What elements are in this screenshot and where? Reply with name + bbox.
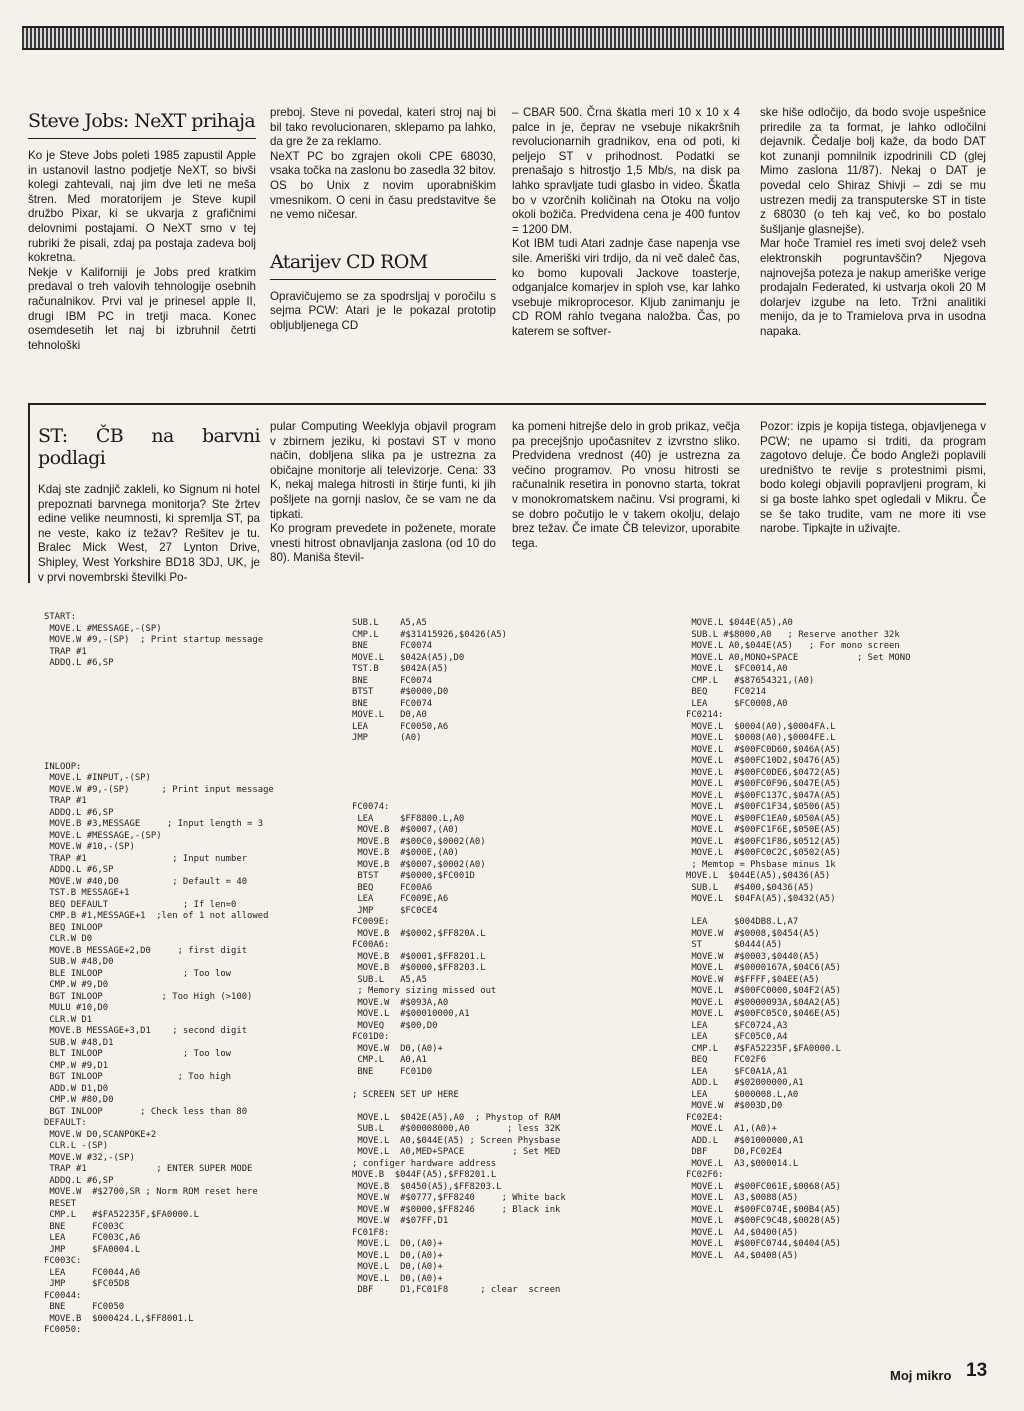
code-line: SUB.W #48,D0 — [44, 957, 114, 967]
code-line: MOVE.B #$000E,(A0) — [352, 848, 459, 858]
code-line: FC0044: — [44, 1290, 82, 1301]
code-line — [352, 756, 670, 768]
article1-column1 — [28, 110, 256, 359]
code-line: BGT INLOOP ; Too high — [44, 1072, 232, 1082]
code-line: FC0074: — [352, 802, 390, 812]
article2-text-col3: – CBAR 500. Črna škatla meri 10 x 10 x 4 palce in je, čeprav ne vsebuje nikakršnih revolucionarnih gradnikov, ena od poti, ki peljejo ST v prihodnost. Podatki se prenašajo s hitrostjo 1,5 Mb/s, na disk pa lahko spravljate tudi glasbo in video. Škatla bo v vzorčnih količinah na Otoku na voljo okoli božiča. Predvidena cena je 400 funtov = 1200 DM. Kot IBM tudi Atari zadnje čase napenja vse sile. Ameriški viri trdijo, da ni več daleč čas, ko bomo kupovali Jackove toasterje, odganjalce komarjev in sploh vse, kar lahko vsebuje mikroprocesor. Kljub zanimanju je CD ROM rahlo tvegana naložba. Čas, po katerem se softver- — [512, 106, 740, 338]
code-line: BLT INLOOP ; Too low — [44, 1049, 232, 1059]
code-line — [44, 727, 344, 739]
code-line: MOVE.L A0,$044E(A5) ; Screen Physbase — [352, 1135, 561, 1146]
code-line: LEA $FC0008,A0 — [686, 698, 788, 709]
code-line: MOVE.L $042E(A5),A0 ; Phystop of RAM — [352, 1112, 561, 1123]
code-line: SUB.W #48,D1 — [44, 1037, 114, 1048]
code-line — [352, 791, 670, 803]
code-line — [352, 745, 670, 757]
code-line: SUB.L #$400,$0436(A5) — [686, 882, 815, 893]
code-line: ST $0444(A5) — [686, 940, 783, 950]
code-line: MOVE.L #MESSAGE,-(SP) — [44, 830, 162, 841]
code-line — [44, 693, 344, 705]
code-line: BNE FC0074 — [352, 698, 433, 709]
article3-text-col2: pular Computing Weeklyja objavil program v zbirnem jeziku, ki postavi ST v mono način, dobljena slika pa je ustrezna za običajne monitorje ali televizorje. Cena: 33 K, nekaj malega hitrosti in štirje funti, ki jih pošljete na gornji naslov, če se vam ne da tipkati. Ko program prevedete in poženete, morate vnesti hitrost obnavljanja zaslona (od 10 do 80). Maniša števil- — [270, 420, 496, 565]
code-line: MOVE.L $0004(A0),$0004FA.L — [686, 721, 836, 732]
code-line: ADD.L #$01000000,A1 — [686, 1135, 804, 1146]
code-line: MOVE.L #$00FC10D2,$0476(A5) — [686, 756, 841, 766]
code-line: MOVE.W #$2700,SR ; Norm ROM reset here — [44, 1187, 258, 1197]
code-line: MOVE.L $FC0014,A0 — [686, 664, 788, 674]
code-line: MOVE.L A4,$0408(A5) — [686, 1250, 799, 1261]
code-line: CMP.L #$31415926,$0426(A5) — [352, 629, 507, 640]
code-line: ADD.W D1,D0 — [44, 1083, 109, 1094]
code-line: FC01F8: — [352, 1227, 390, 1238]
code-line: MOVE.L #$00FC061E,$0068(A5) — [686, 1181, 841, 1192]
code-line: MOVE.L #$00FC0F96,$047E(A5) — [686, 779, 841, 789]
code-line: LEA $FC0A1A,A1 — [686, 1066, 788, 1077]
code-line: LEA FC003C,A6 — [44, 1233, 141, 1243]
code-line: MOVE.L #$00FC0C2C,$0502(A5) — [686, 848, 841, 858]
header-bar — [22, 26, 1004, 50]
code-line: MOVE.L #$00FC05C0,$046E(A5) — [686, 1009, 841, 1019]
code-listing-column2 — [352, 618, 670, 1297]
code-line: FC009E: — [352, 917, 390, 927]
code-line: MOVE.L D0,(A0)+ — [352, 1262, 443, 1272]
code-line: MOVE.W #32,-(SP) — [44, 1152, 135, 1163]
code-line: MOVE.L #$00FC9C48,$0028(A5) — [686, 1216, 841, 1226]
article1-text-col2: preboj. Steve ni povedal, kateri stroj naj bi bil tako revolucionaren, sklepamo pa lahko, da gre že za reklamo. NeXT PC bo zgrajen okoli CPE 68030, vsaka točka na zaslonu bo zasedla 32 bitov. OS bo Unix z novim uporabniškim vmesnikom. O ceni in času predstavitve še ne vemo ničesar. — [270, 106, 497, 222]
article2-text-col4: ske hiše odločijo, da bodo svoje uspešnice priredile za ta format, je lahko odločilni dejavnik. Čedalje bolj kaže, da bodo DAT kot zunanji pomnilnik izpodrinili CD (glej Mimo zaslona 11/87). Nekaj o DAT je povedal celo Shiraz Shivji – zdi se mu ustrezen medij za transputerske ST in tiste z 68030 (o teh kaj več, ko bo postalo šušljanje glasnejše). Mar hoče Tramiel res imeti svoj delež vseh elektronskih pogruntavščin? Njegova najnovejša poteza je nakup ameriške verige prodajaln Federated, ki ustvarja okoli 20 M dolarjev izgube na leto. Tržni analitiki menijo, da je to Tramielova prva in usodna napaka. — [760, 106, 986, 338]
code-line: DBF D0,FC02E4 — [686, 1147, 783, 1157]
code-line: MULU #10,D0 — [44, 1003, 109, 1013]
code-line: SUB.L A5,A5 — [352, 974, 427, 985]
code-line: BEQ FC0214 — [686, 687, 767, 697]
code-listing-column1 — [44, 612, 344, 1337]
code-line: ADDQ.L #6,SP — [44, 658, 114, 668]
code-line: ADD.L #$02000000,A1 — [686, 1078, 804, 1088]
code-line: CMP.W #9,D0 — [44, 980, 109, 990]
code-line: MOVE.L #$00FC074E,$00B4(A5) — [686, 1204, 841, 1215]
code-line: MOVE.L #MESSAGE,-(SP) — [44, 623, 162, 634]
code-line: MOVE.L $04FA(A5),$0432(A5) — [686, 894, 836, 904]
code-line: MOVE.L #$00FC0000,$04F2(A5) — [686, 986, 841, 996]
code-line: MOVE.L $0008(A0),$0004FE.L — [686, 733, 836, 743]
code-line: TST.B $042A(A5) — [352, 664, 449, 674]
code-line: FC0050: — [44, 1325, 82, 1335]
code-line: MOVE.W #$07FF,D1 — [352, 1216, 449, 1226]
code-line: BTST #$0000,D0 — [352, 687, 449, 697]
code-line: MOVE.W #$0008,$0454(A5) — [686, 928, 820, 939]
code-line: MOVE.B MESSAGE+2,D0 ; first digit — [44, 945, 248, 956]
code-line: MOVE.W #10,-(SP) — [44, 842, 135, 852]
code-line — [352, 1101, 670, 1113]
code-line: MOVE.B #$0007,(A0) — [352, 825, 459, 835]
code-line: MOVE.L A0,$044E(A5) ; For mono screen — [686, 641, 900, 651]
code-line: MOVE.W #9,-(SP) ; Print startup message — [44, 635, 264, 645]
article2-column3 — [512, 106, 740, 346]
code-line: BNE FC01D0 — [352, 1066, 433, 1077]
code-line: TRAP #1 ; Input number — [44, 853, 248, 864]
code-line: BNE FC0074 — [352, 641, 433, 651]
code-line: MOVE.B $0450(A5),$FF8203.L — [352, 1181, 502, 1192]
code-line: BLE INLOOP ; Too low — [44, 968, 232, 979]
code-line — [44, 739, 344, 751]
code-line: MOVE.L #$00FC0D60,$046A(A5) — [686, 744, 841, 755]
code-line: FC01D0: — [352, 1032, 390, 1042]
article3-column3 — [512, 420, 740, 557]
code-line: MOVE.B $044F(A5),$FF8201.L — [352, 1170, 497, 1180]
code-line: ADDQ.L #6,SP — [44, 1175, 114, 1186]
code-line: LEA FC009E,A6 — [352, 894, 449, 904]
code-line: ; configer hardware address — [352, 1158, 497, 1169]
code-line: MOVE.L D0,(A0)+ — [352, 1273, 443, 1284]
code-line: ; SCREEN SET UP HERE — [352, 1089, 459, 1100]
code-line: MOVE.L #$00FC0DE6,$0472(A5) — [686, 767, 841, 778]
code-line: BGT INLOOP ; Check less than 80 — [44, 1106, 248, 1117]
code-line: FC02E4: — [686, 1112, 724, 1123]
code-line — [44, 670, 344, 682]
article3-text-col1: Kdaj ste zadnjič zakleli, ko Signum ni hotel prepoznati barvnega monitorja? Ste žrtev edine velike neumnosti, ki spremlja ST, pa ne veste, kako iz težav? Rešitev je tu. Bralec Mick West, 27 Lynton Drive, Shipley, West Yorkshire BD18 3DJ, UK, je v prvi novembrski številki Po- — [38, 483, 260, 584]
code-line: MOVE.L $044E(A5),$0436(A5) — [686, 871, 831, 881]
code-line: SUB.L #$8000,A0 ; Reserve another 32k — [686, 629, 900, 640]
code-line: MOVE.L #$00FC1F86,$0512(A5) — [686, 836, 841, 847]
code-line: CLR.W D1 — [44, 1014, 93, 1025]
box-left-edge — [28, 403, 30, 583]
code-line: MOVE.W #40,D0 ; Default = 40 — [44, 876, 248, 887]
code-line: MOVE.L #$00FC137C,$047A(A5) — [686, 790, 841, 801]
code-line: CMP.B #1,MESSAGE+1 ;len of 1 not allowed — [44, 911, 269, 921]
code-line — [44, 750, 344, 762]
code-line: MOVE.W D0,(A0)+ — [352, 1043, 443, 1054]
code-line: MOVE.L #$0000167A,$04C6(A5) — [686, 963, 841, 973]
code-line: CMP.L #$87654321,(A0) — [686, 675, 815, 686]
code-line: MOVE.L D0,(A0)+ — [352, 1250, 443, 1261]
code-line — [44, 716, 344, 728]
code-line: SUB.L A5,A5 — [352, 618, 427, 628]
code-line: ; Memory sizing missed out — [352, 986, 497, 996]
code-line: BNE FC0074 — [352, 675, 433, 686]
code-line: MOVE.W #$0777,$FF8240 ; White back — [352, 1193, 566, 1203]
code-line: CLR.W D0 — [44, 934, 93, 944]
code-line: MOVE.L #$00010000,A1 — [352, 1009, 470, 1019]
code-line: MOVE.B #3,MESSAGE ; Input length = 3 — [44, 819, 264, 829]
code-line: LEA FC0050,A6 — [352, 721, 449, 732]
code-line: MOVE.L #$00FC1F34,$0506(A5) — [686, 802, 841, 812]
code-line: MOVE.W #$003D,D0 — [686, 1101, 783, 1111]
code-line: TRAP #1 ; ENTER SUPER MODE — [44, 1164, 253, 1174]
code-line: INLOOP: — [44, 761, 82, 772]
section-divider — [28, 403, 986, 405]
code-listing-column3 — [686, 618, 986, 1262]
code-line: MOVE.W #$093A,A0 — [352, 997, 449, 1008]
code-line: SUB.L #$00008000,A0 ; less 32K — [352, 1124, 561, 1134]
publication-name: Moj mikro — [890, 1368, 952, 1383]
article2-text-col2: Opravičujemo se za spodrsljaj v poročilu s sejma PCW: Atari je le pokazal prototip obljubljenega CD — [270, 289, 496, 332]
code-line: FC003C: — [44, 1256, 82, 1266]
article3-text-col4: Pozor: izpis je kopija tistega, objavljenega v PCW; ne upamo si trditi, da program zagotovo deluje. Če bodo Angleži poplavili uredništvo te revije s protestnimi pismi, bodo kolegi objavili popravljeni program, ki si ga boste lahko spet ogledali v Mikru. Če se še tako trudite, vam ne more iti vse narobe. Tipkajte in uživajte. — [760, 420, 986, 536]
code-line: MOVE.L D0,A0 — [352, 710, 427, 720]
code-line: BGT INLOOP ; Too High (>100) — [44, 991, 253, 1002]
code-line — [44, 704, 344, 716]
code-line: BEQ DEFAULT ; If len=0 — [44, 899, 237, 910]
code-line: MOVE.B #$0001,$FF8201.L — [352, 951, 486, 962]
code-line — [44, 681, 344, 693]
code-line: TST.B MESSAGE+1 — [44, 888, 130, 898]
code-line: DBF D1,FC01F8 ; clear screen — [352, 1285, 561, 1295]
code-line: CMP.W #80,D0 — [44, 1095, 114, 1105]
code-line: LEA $FF8800.L,A0 — [352, 813, 465, 824]
code-line: MOVE.L D0,(A0)+ — [352, 1239, 443, 1249]
code-line: FC0214: — [686, 710, 724, 720]
code-line: JMP $FC05D8 — [44, 1279, 130, 1289]
article3-title: ST: ČB na barvni podlagi — [38, 425, 260, 469]
code-line: LEA $000008.L,A0 — [686, 1089, 799, 1100]
code-line: LEA $004DB8.L,A7 — [686, 917, 799, 927]
code-line: MOVE.L #$00FC1F6E,$050E(A5) — [686, 825, 841, 835]
code-line: TRAP #1 — [44, 796, 87, 806]
code-line: MOVE.B #$0002,$FF820A.L — [352, 928, 486, 939]
article3-text-col3: ka pomeni hitrejše delo in grob prikaz, večja pa precejšnjo upočasnitev z izvrstno sliko. Predvidena vrednost (40) je ustrezna za večino programov. Po vnosu hitrosti se računalnik resetira in ponovno starta, tokrat v monokromatskem načinu. Vsi programi, ki se dobro počutijo le v takem okolju, delajo brez težav. Če imate ČB televizor, uporabite tega. — [512, 420, 740, 550]
code-line: MOVE.L #$00FC1EA0,$050A(A5) — [686, 813, 841, 824]
code-line: MOVE.B #$0000,$FF8203.L — [352, 963, 486, 973]
code-line: MOVE.W D0,SCANPOKE+2 — [44, 1129, 157, 1140]
code-line: MOVE.L #INPUT,-(SP) — [44, 773, 151, 783]
code-line: BEQ INLOOP — [44, 922, 103, 933]
code-line: CMP.L #$FA52235F,$FA0000.L — [686, 1043, 841, 1054]
code-line: CMP.L A0,A1 — [352, 1055, 427, 1065]
code-line: BNE FC0050 — [44, 1302, 125, 1312]
code-line: CMP.L #$FA52235F,$FA0000.L — [44, 1210, 199, 1220]
code-line: MOVE.W #$0003,$0440(A5) — [686, 951, 820, 962]
code-line: MOVE.L A3,$000014.L — [686, 1158, 799, 1169]
code-line: LEA FC0044,A6 — [44, 1267, 141, 1278]
code-line: ADDQ.L #6,SP — [44, 865, 114, 875]
code-line: MOVE.W #9,-(SP) ; Print input message — [44, 784, 274, 795]
code-line: MOVE.W #$FFFF,$04EE(A5) — [686, 974, 820, 985]
code-line: RESET — [44, 1198, 77, 1209]
code-line: FC00A6: — [352, 940, 390, 950]
code-line: MOVE.L $044E(A5),A0 — [686, 618, 793, 628]
article2-column4 — [760, 106, 986, 346]
code-line: MOVE.B #$00C0,$0002(A0) — [352, 836, 486, 847]
code-line: TRAP #1 — [44, 646, 87, 657]
code-line: MOVE.L A0,MED+SPACE ; Set MED — [352, 1147, 561, 1157]
code-line: MOVE.L A0,MONO+SPACE ; Set MONO — [686, 652, 911, 663]
code-line: ; Memtop = Phsbase minus 1k — [686, 859, 836, 870]
code-line: MOVE.W #$0000,$FF8246 ; Black ink — [352, 1204, 561, 1215]
article3-column4 — [760, 420, 986, 543]
article3-column1 — [38, 425, 260, 591]
code-line: MOVE.L A4,$0400(A5) — [686, 1227, 799, 1238]
code-line: ADDQ.L #6,SP — [44, 807, 114, 818]
code-line: LEA $FC05C0,A4 — [686, 1032, 788, 1042]
code-line: LEA $FC0724,A3 — [686, 1020, 788, 1031]
code-line — [352, 779, 670, 791]
code-line: MOVE.L A3,$0088(A5) — [686, 1193, 799, 1203]
code-line: FC02F6: — [686, 1170, 724, 1180]
code-line: MOVE.B MESSAGE+3,D1 ; second digit — [44, 1026, 248, 1036]
code-line: MOVE.L #$0000093A,$04A2(A5) — [686, 997, 841, 1008]
article1-title: Steve Jobs: NeXT prihaja — [28, 110, 256, 139]
code-line: BNE FC003C — [44, 1221, 125, 1232]
code-line — [686, 906, 986, 918]
code-line: MOVE.L $042A(A5),D0 — [352, 652, 465, 663]
code-line: MOVE.L A1,(A0)+ — [686, 1124, 777, 1134]
code-line: START: — [44, 612, 77, 622]
page-number: 13 — [966, 1360, 988, 1381]
code-line — [352, 1078, 670, 1090]
code-line: BTST #$0000,$FC001D — [352, 871, 475, 881]
code-line: JMP (A0) — [352, 733, 422, 743]
code-line: JMP $FA0004.L — [44, 1244, 141, 1255]
code-line: DEFAULT: — [44, 1118, 87, 1128]
article2-title: Atarijev CD ROM — [270, 251, 496, 280]
code-line — [352, 768, 670, 780]
code-line: BEQ FC00A6 — [352, 882, 433, 893]
code-line: JMP $FC0CE4 — [352, 905, 438, 916]
code-line: CMP.W #9,D1 — [44, 1060, 109, 1071]
article3-column2 — [270, 420, 496, 572]
article1-text-col1: Ko je Steve Jobs poleti 1985 zapustil Apple in ustanovil lastno podjetje NeXT, so bivši kolegi zahtevali, naj jim dve leti ne meša štren. Med moratorijem je Steve kupil družbo Pixar, ki se ukvarja z grafičnimi delovnimi postajami. O NeXT smo v tej rubriki že pisali, zdaj pa postaja zadeva bolj kokretna. Nekje v Kaliforniji je Jobs pred kratkim predaval o treh valovih tehnologije osebnih računalnikov. Prvi val je prinesel apple II, drugi IBM PC in tretji maca. Konec osemdesetih let naj bi izbruhnil četrti tehnološki — [28, 149, 256, 352]
code-line: MOVE.L #$00FC0744,$0404(A5) — [686, 1239, 841, 1249]
code-line: CLR.L -(SP) — [44, 1141, 109, 1151]
code-line: BEQ FC02F6 — [686, 1055, 767, 1065]
article1-column2 — [270, 106, 496, 340]
code-line: MOVEQ #$00,D0 — [352, 1020, 438, 1031]
code-line: MOVE.B #$0007,$0002(A0) — [352, 859, 486, 870]
code-line: MOVE.B $000424.L,$FF8001.L — [44, 1313, 194, 1324]
